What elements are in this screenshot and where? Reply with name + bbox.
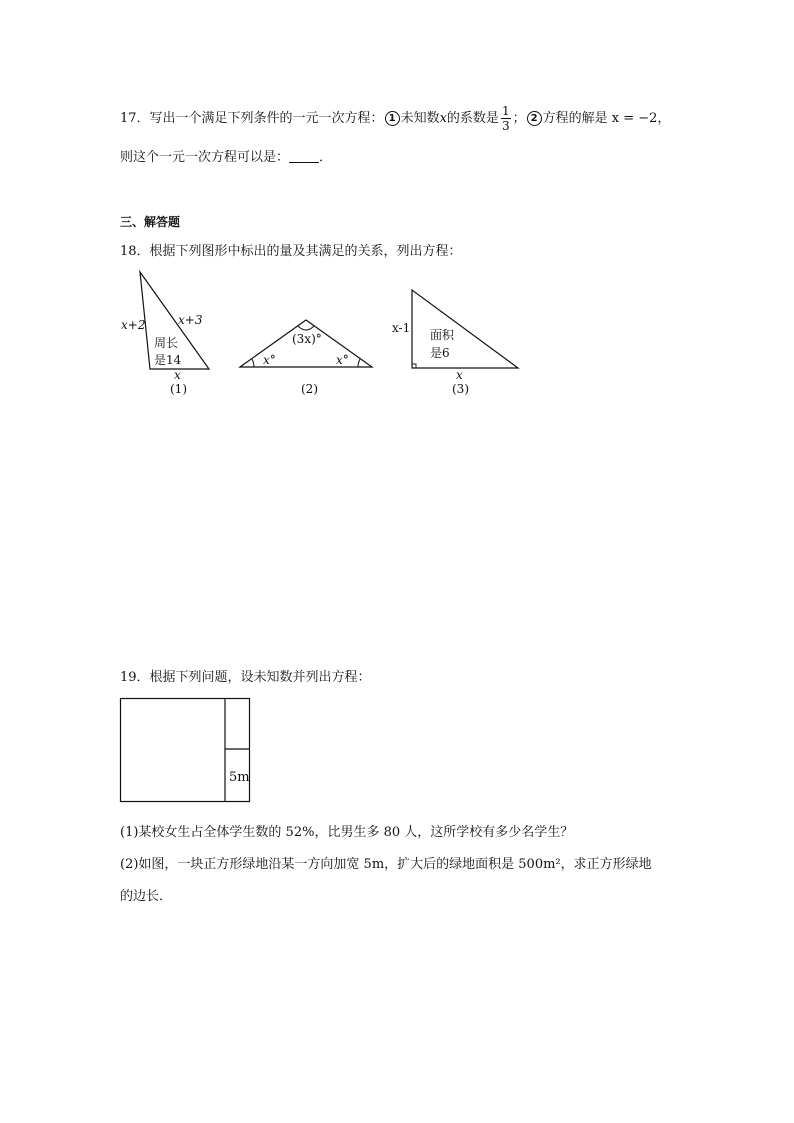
q19-part2-line2: 的边长．	[120, 889, 173, 904]
q17-text-c: 的系数是	[446, 111, 499, 126]
q17-cond2-mark: 2	[527, 111, 542, 126]
q17-line1	[120, 104, 670, 134]
fig2-top-angle: (3x)°	[292, 332, 322, 346]
q17-line2-end: ．	[319, 150, 333, 165]
q19-number: 19．	[120, 670, 150, 685]
fig3-caption: (3)	[452, 382, 469, 396]
fig3-triangle	[412, 290, 518, 368]
q19-text: 根据下列问题，设未知数并列出方程：	[149, 670, 371, 685]
q19-figure-label: 5m	[229, 770, 250, 785]
q17-line2	[120, 146, 332, 165]
fig1-inside-line2: 是14	[154, 353, 182, 367]
fig3-right-angle-mark	[412, 364, 416, 368]
q17-text-a: 写出一个满足下列条件的一元一次方程：	[149, 111, 384, 126]
q18-text: 根据下列图形中标出的量及其满足的关系，列出方程：	[149, 244, 462, 259]
fig1-left-side: x+2	[121, 318, 146, 332]
fig2-caption: (2)	[301, 382, 318, 396]
fig3-bottom-side: x	[456, 368, 463, 382]
q18-figure-2	[235, 312, 380, 402]
q17-text-f: ，	[657, 111, 671, 126]
fig2-left-angle-arc	[252, 359, 254, 367]
q18-prompt	[120, 240, 462, 259]
fig1-inside-line1: 周长	[154, 336, 179, 350]
q19-figure	[119, 697, 254, 805]
fig3-left-side: x-1	[392, 321, 411, 335]
fig1-caption: (1)	[170, 382, 187, 396]
q17-var-x: x	[439, 111, 447, 126]
fig2-left-angle: x°	[263, 353, 276, 367]
q18-number: 18．	[120, 244, 150, 259]
q17-answer-blank[interactable]	[289, 150, 319, 163]
q19-part2-line1: (2)如图，一块正方形绿地沿某一方向加宽 5m，扩大后的绿地面积是 500m²，求正方形绿地	[120, 857, 652, 872]
q17-number: 17．	[120, 111, 150, 126]
q17-text-e: 方程的解是	[542, 111, 608, 126]
q19-prompt	[120, 666, 371, 685]
q18-figure-1	[110, 262, 220, 402]
fig2-top-angle-arc	[298, 326, 314, 330]
q19-part1: (1)某校女生占全体学生数的 52%，比男生多 80 人，这所学校有多少名学生？	[120, 825, 574, 840]
q17-fraction	[501, 105, 511, 132]
q17-solution: x = −2	[611, 111, 658, 126]
q17-line2-text: 则这个一元一次方程可以是：	[120, 150, 290, 165]
q17-cond1-mark: 1	[385, 111, 400, 126]
fig2-right-angle-arc	[358, 359, 360, 367]
q17-text-d: ；	[512, 111, 526, 126]
fig1-bottom-side: x	[174, 368, 181, 382]
fig3-inside-line2: 是6	[430, 346, 450, 360]
q19-outer-rect	[121, 699, 250, 802]
q18-figure-3	[388, 282, 528, 402]
fig2-right-angle: x°	[336, 353, 349, 367]
fig1-right-side: x+3	[178, 313, 203, 327]
section-title: 三、解答题	[120, 215, 181, 229]
q17-frac-den: 3	[501, 119, 510, 133]
q17-text-b: 未知数	[400, 111, 440, 126]
q17-frac-num: 1	[501, 104, 510, 118]
fig3-inside-line1: 面积	[430, 328, 455, 342]
